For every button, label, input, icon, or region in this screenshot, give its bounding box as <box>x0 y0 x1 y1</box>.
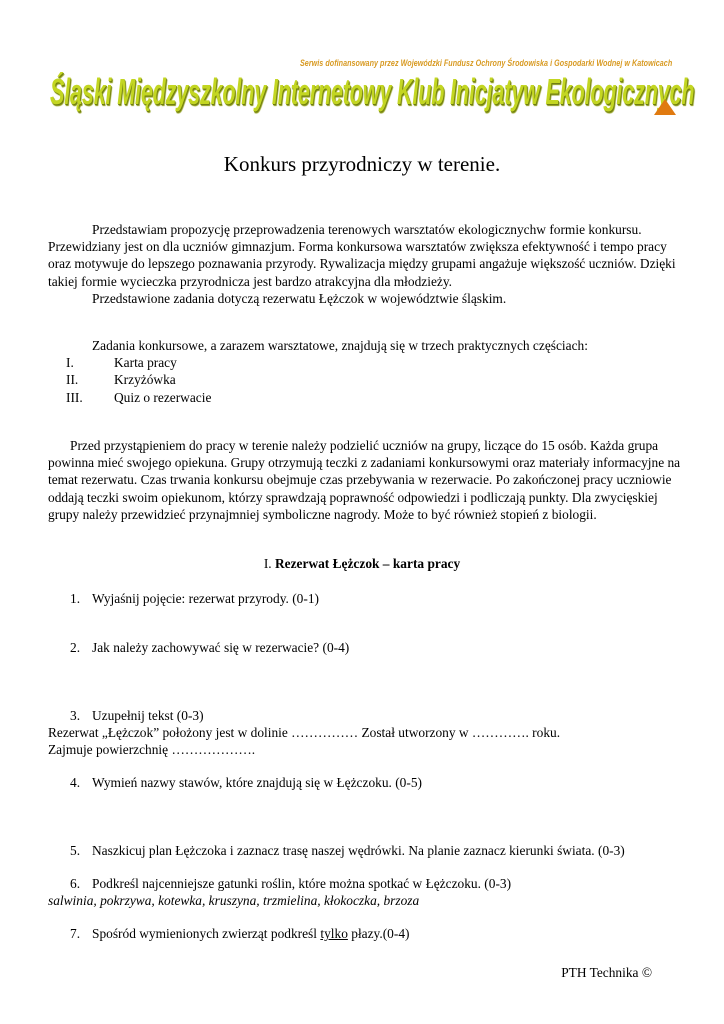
question-7: 7. Spośród wymienionych zwierząt podkreśl tylko płazy.(0-4) <box>70 926 410 941</box>
species-list <box>48 892 688 909</box>
banner-subtitle: Serwis dofinansowany przez Wojewódzki Fundusz Ochrony Środowiska i Gospodarki Wodnej w Katowicach <box>299 58 672 68</box>
intro-section <box>48 221 688 307</box>
question-2: 2. Jak należy zachowywać się w rezerwacie? (0-4) <box>70 640 350 655</box>
species-list-text: salwinia, pokrzywa, kotewka, kruszyna, trzmielina, kłokoczka, brzoza <box>48 893 420 908</box>
instructions-section <box>48 437 688 523</box>
question-5: 5. Naszkicuj plan Łężczoka i zaznacz trasę naszej wędrówki. Na planie zaznacz kierunki świata. (0-3) <box>70 843 625 858</box>
question-1: 1. Wyjaśnij pojęcie: rezerwat przyrody. (0-1) <box>70 591 319 606</box>
question-6: 6. Podkreśl najcenniejsze gatunki roślin, które można spotkać w Łężczoku. (0-3) <box>70 876 512 891</box>
intro-paragraph-1: Przedstawiam propozycję przeprowadzenia terenowych warsztatów ekologicznychw formie konkursu. Przewidziany jest on dla uczniów gimnazjum. Forma konkursowa warsztatów zwiększa efektywność i tempo pracy oraz motywuje do lepszego poznawania przyrody. Rywalizacja między grupami angażuje większość uczniów. Dzięki takiej formie wycieczka przyrodnicza jest bardzo atrakcyjna dla młodzieży. <box>48 222 676 289</box>
list-item: II. Krzyżówka <box>66 372 176 388</box>
section-title: Rezerwat Łężczok – karta pracy <box>275 556 461 571</box>
section-heading: I. Rezerwat Łężczok – karta pracy <box>263 556 461 571</box>
parts-intro: Zadania konkursowe, a zarazem warsztatowe, znajdują się w trzech praktycznych częściach: <box>92 338 588 353</box>
banner-title: Śląski Międzyszkolny Internetowy Klub Inicjatyw Ekologicznych <box>50 71 695 112</box>
intro-paragraph-2: Przedstawione zadania dotyczą rezerwatu Łężczok w województwie śląskim. <box>92 290 507 306</box>
underlined-word: tylko <box>320 926 348 941</box>
list-item: I. Karta pracy <box>66 355 177 371</box>
fill-in-line-2: Zajmuje powierzchnię ………………. <box>48 742 256 758</box>
parts-section <box>48 337 688 406</box>
fill-in-line-1: Rezerwat „Łężczok” położony jest w dolinie …………… Został utworzony w …………. roku. <box>48 725 561 740</box>
question-3: 3. Uzupełnij tekst (0-3) <box>70 708 204 723</box>
document-title: Konkurs przyrodniczy w terenie. <box>223 152 501 176</box>
question-4: 4. Wymień nazwy stawów, które znajdują się w Łężczoku. (0-5) <box>70 775 422 790</box>
leaf-logo-icon <box>654 99 676 115</box>
header-banner <box>44 56 695 122</box>
fill-in-text <box>48 724 688 758</box>
list-item: III. Quiz o rezerwacie <box>66 389 212 405</box>
footer-credit: PTH Technika © <box>561 965 652 980</box>
instructions-paragraph: Przed przystąpieniem do pracy w terenie należy podzielić uczniów na grupy, liczące do 15 osób. Każda grupa powinna mieć swojego opiekuna. Grupy otrzymują teczki z zadaniami konkursowymi oraz materiały informacyjne na temat rezerwatu. Czas trwania konkursu obejmuje czas przebywania w rezerwacie. Po zakończonej pracy uczniowie oddają teczki swoim opiekunom, którzy sprawdzają poprawność odpowiedzi i podliczają punkty. Dla zwycięskiej grupy należy przewidzieć przynajmniej symboliczne nagrody. Może to być również stopień z biologii. <box>48 438 681 522</box>
